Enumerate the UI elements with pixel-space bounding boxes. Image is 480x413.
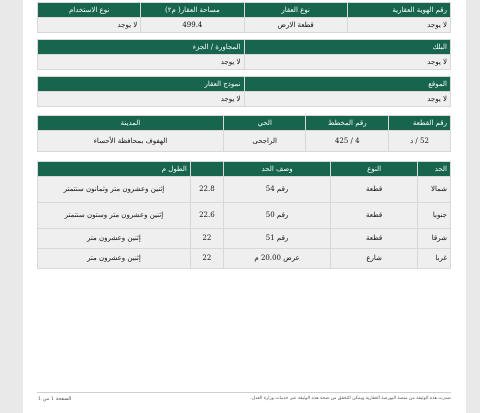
header-city: المدينة <box>38 116 224 131</box>
district-value: الراجحى <box>223 131 306 152</box>
header-plot-number: رقم القطعة <box>389 116 451 131</box>
property-id-value: لا يوجد <box>347 18 450 33</box>
boundary-type: قطعة <box>331 229 418 249</box>
table-row <box>38 229 451 249</box>
page-number: الصفحة 1 من 1 <box>38 396 72 402</box>
footer-note: صدرت هذه الوثيقة من منصة البورصة العقارية ويمكن التحقق من صحة هذه الوثيقة عبر خدمات وزارة العدل. <box>250 396 451 401</box>
boundary-description: رقم 54 <box>223 177 330 203</box>
location-table <box>37 76 451 107</box>
boundary-side: شمالا <box>417 177 450 203</box>
document-content <box>37 2 451 269</box>
table-row <box>38 203 451 229</box>
boundary-description: رقم 51 <box>223 229 330 249</box>
city-value: الهفوف بمحافظة الأحساء <box>38 131 224 152</box>
boundary-length-text: إثنين وعشرون متر وثمانون سنتمتر <box>38 177 191 203</box>
header-usage-type: نوع الاستخدام <box>38 3 141 18</box>
property-area-value: 499.4 <box>141 18 244 33</box>
location-value: لا يوجد <box>244 92 451 107</box>
header-neighborhood-part: المجاورة / الجزء <box>38 40 245 55</box>
boundaries-table <box>37 161 451 269</box>
property-type-value: قطعة الارض <box>244 18 347 33</box>
header-property-id: رقم الهوية العقارية <box>347 3 450 18</box>
header-boundary-description: وصف الحد <box>223 162 330 177</box>
boundary-side: شرقا <box>417 229 450 249</box>
header-boundary-length: الطول م <box>38 162 191 177</box>
property-model-value: لا يوجد <box>38 92 245 107</box>
header-block: البلك <box>244 40 451 55</box>
neighborhood-part-value: لا يوجد <box>38 55 245 70</box>
document-page <box>23 0 466 413</box>
header-plan-number: رقم المخطط <box>306 116 389 131</box>
boundary-side: جنوبا <box>417 203 450 229</box>
boundary-length: 22.8 <box>190 177 223 203</box>
boundary-type: شارع <box>331 249 418 269</box>
header-boundary-type: النوع <box>331 162 418 177</box>
header-property-model: نموذج العقار <box>38 77 245 92</box>
footer-divider <box>37 392 451 393</box>
boundary-description: عرض 20.00 م <box>223 249 330 269</box>
table-row <box>38 177 451 203</box>
boundary-length: 22 <box>190 229 223 249</box>
boundary-type: قطعة <box>331 177 418 203</box>
boundary-length: 22.6 <box>190 203 223 229</box>
header-property-area: مساحة العقار( م٢) <box>141 3 244 18</box>
boundary-description: رقم 50 <box>223 203 330 229</box>
block-value: لا يوجد <box>244 55 451 70</box>
header-property-type: نوع العقار <box>244 3 347 18</box>
plot-info-table <box>37 115 451 152</box>
header-district: الحي <box>223 116 306 131</box>
usage-type-value: لا يوجد <box>38 18 141 33</box>
boundary-length: 22 <box>190 249 223 269</box>
boundary-length-text: إثنين وعشرون متر وستون سنتمتر <box>38 203 191 229</box>
table-row <box>38 249 451 269</box>
plot-number-value: 52 / د <box>389 131 451 152</box>
plan-number-value: 425 / 4 <box>306 131 389 152</box>
boundary-type: قطعة <box>331 203 418 229</box>
boundary-length-text: إثنين وعشرون متر <box>38 249 191 269</box>
block-table <box>37 39 451 70</box>
header-boundary-side: الحد <box>417 162 450 177</box>
boundary-side: غربا <box>417 249 450 269</box>
header-location: الموقع <box>244 77 451 92</box>
property-info-table <box>37 2 451 33</box>
boundary-length-text: إثنين وعشرون متر <box>38 229 191 249</box>
